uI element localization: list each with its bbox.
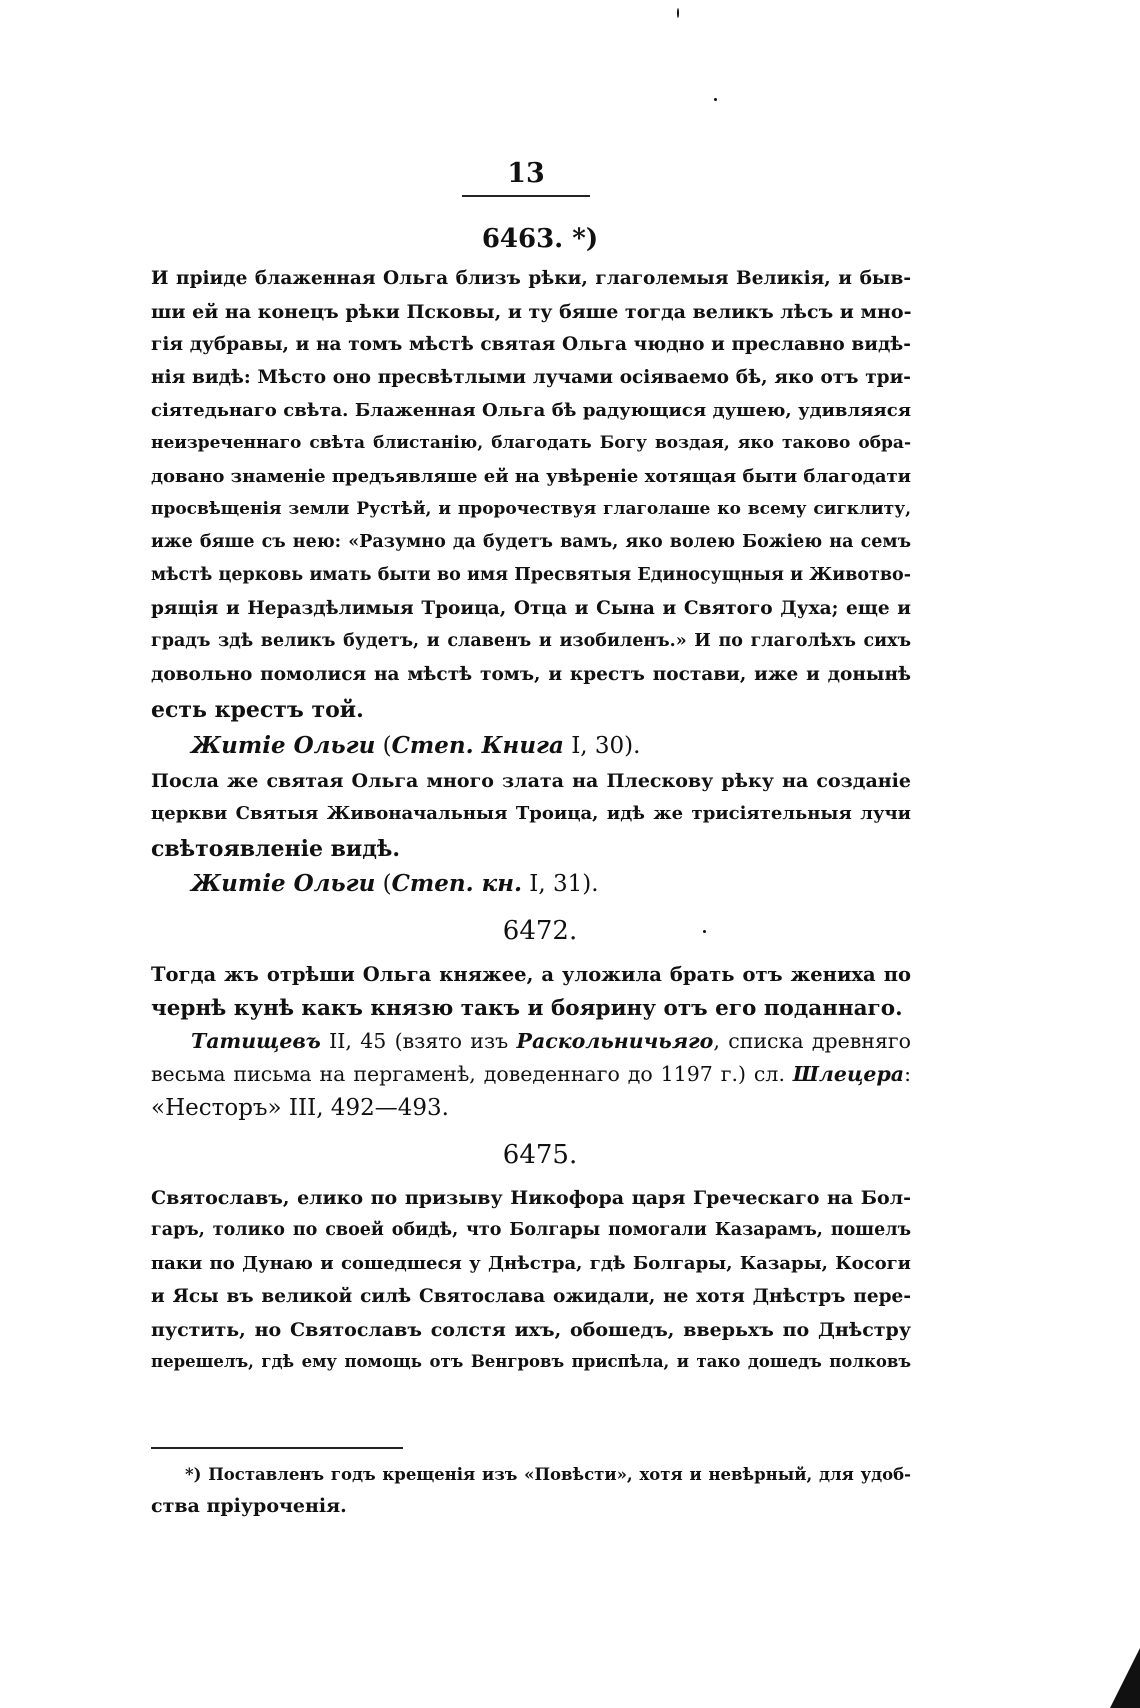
citation-book: Степ. Книга (391, 732, 564, 759)
citation-ref: I, 30). (563, 733, 641, 759)
citation-author: Татищевъ (191, 1029, 321, 1053)
year-heading-6463: 6463. *) (481, 224, 599, 254)
citation-author: Шлецера (792, 1062, 905, 1086)
citation-line: «Несторъ» III, 492—493. (151, 1095, 449, 1121)
text-line: иже бяше съ нею: «Разумно да будетъ вамъ, яко волею Божiею на семъ (151, 532, 911, 552)
text-line: неизреченнаго свѣта блистанiю, благодать Богу воздая, яко таково обра- (151, 433, 911, 453)
text-line: церкви Святыя Живоначальныя Троица, идѣ же трисiятельныя лучи (151, 803, 911, 824)
citation-line (191, 734, 911, 758)
citation-text: : (904, 1062, 911, 1086)
year-heading-6475: 6475. (502, 1140, 578, 1170)
text-line: Посла же святая Ольга много злата на Плескову рѣку на созданiе (151, 770, 911, 792)
text-line: сiятедьнаго свѣта. Блаженная Ольга бѣ радующися душею, удивляяся (151, 400, 911, 421)
citation-line (151, 1064, 911, 1085)
text-line: пустить, но Святославъ солстя ихъ, обошедъ, вверьхъ по Днѣстру (151, 1319, 911, 1341)
text-line: есть крестъ той. (151, 697, 364, 723)
scan-speck (677, 8, 679, 18)
text-line: паки по Дунаю и сошедшеся у Днѣстра, гдѣ Болгары, Казары, Косоги (151, 1253, 911, 1274)
text-line: градъ здѣ великъ будетъ, и славенъ и изобиленъ.» И по глаголѣхъ сихъ (151, 631, 911, 651)
citation-line (191, 1031, 911, 1052)
scan-speck (714, 98, 717, 101)
footnote-line: *) Поставленъ годъ крещенiя изъ «Повѣсти», хотя и невѣрный, для удоб- (185, 1465, 911, 1484)
year-heading-6472: 6472. (502, 916, 578, 946)
text-line: мѣстѣ церковь имать быти во имя Пресвятыя Единосущныя и Животво- (151, 565, 911, 585)
text-line: рящiя и Нераздѣлимыя Троица, Отца и Сына и Святого Духа; еще и (151, 598, 911, 619)
citation-source: Житiе Ольги (191, 732, 376, 759)
text-line: просвѣщенiя земли Руcтѣй, и пророчествуя глаголаше ко всему сигклиту, (151, 499, 911, 519)
text-line: чернѣ кунѣ какъ князю такъ и боярину отъ его поданнаго. (151, 996, 903, 1021)
text-line: и Ясы въ великой силѣ Святослава ожидали, не хотя Днѣстръ пере- (151, 1286, 911, 1307)
text-line: И прiиде блаженная Ольга близъ рѣки, глаголемыя Великiя, и быв- (151, 268, 911, 289)
citation-text: весьма письма на пергаменѣ, доведеннаго до 1197 г.) сл. (151, 1062, 793, 1086)
citation-source: Житiе Ольги (191, 870, 376, 897)
citation-line (191, 872, 911, 896)
text-line: гiя дубравы, и на томъ мѣстѣ святая Ольга чюдно и преславно видѣ- (151, 334, 911, 355)
text-line: довано знаменiе предъявляше ей на увѣренiе хотящая быти благодати (151, 466, 911, 487)
citation-ref: I, 31). (521, 871, 599, 897)
text-line: довольно помолися на мѣстѣ томъ, и крестъ постави, иже и донынѣ (151, 664, 911, 685)
citation-paren: ( (375, 733, 392, 759)
citation-text: , списка древняго (713, 1029, 911, 1053)
page-number: 13 (462, 158, 590, 197)
footnote-divider (151, 1447, 403, 1449)
text-line: ши ей на конецъ рѣки Псковы, и ту бяше тогда великъ лѣсъ и мно- (151, 301, 912, 323)
citation-source: Раскольничьяго (516, 1029, 714, 1053)
text-line: перешелъ, гдѣ ему помощь отъ Венгровъ приспѣла, и тако дошедъ полковъ (151, 1352, 911, 1371)
text-line: Святославъ, елико по призыву Никофора царя Греческаго на Бол- (151, 1187, 911, 1209)
citation-paren: ( (375, 871, 392, 897)
footnote-line: ства прiуроченiя. (151, 1495, 347, 1517)
text-line: нiя видѣ: Мѣсто оно пресвѣтлыми лучами осiяваемо бѣ, яко отъ три- (151, 367, 911, 388)
text-line: свѣтоявленiе видѣ. (151, 836, 401, 862)
text-line: гаръ, толико по своей обидѣ, что Болгары помогали Казарамъ, пошелъ (151, 1220, 911, 1240)
page-corner-shadow (1110, 1648, 1140, 1708)
scan-speck (703, 930, 706, 933)
citation-book: Степ. кн. (391, 870, 522, 897)
text-line: Тогда жъ отрѣши Ольга княжее, а уложила брать отъ жениха по (151, 963, 911, 986)
citation-text: II, 45 (взято изъ (320, 1029, 517, 1053)
